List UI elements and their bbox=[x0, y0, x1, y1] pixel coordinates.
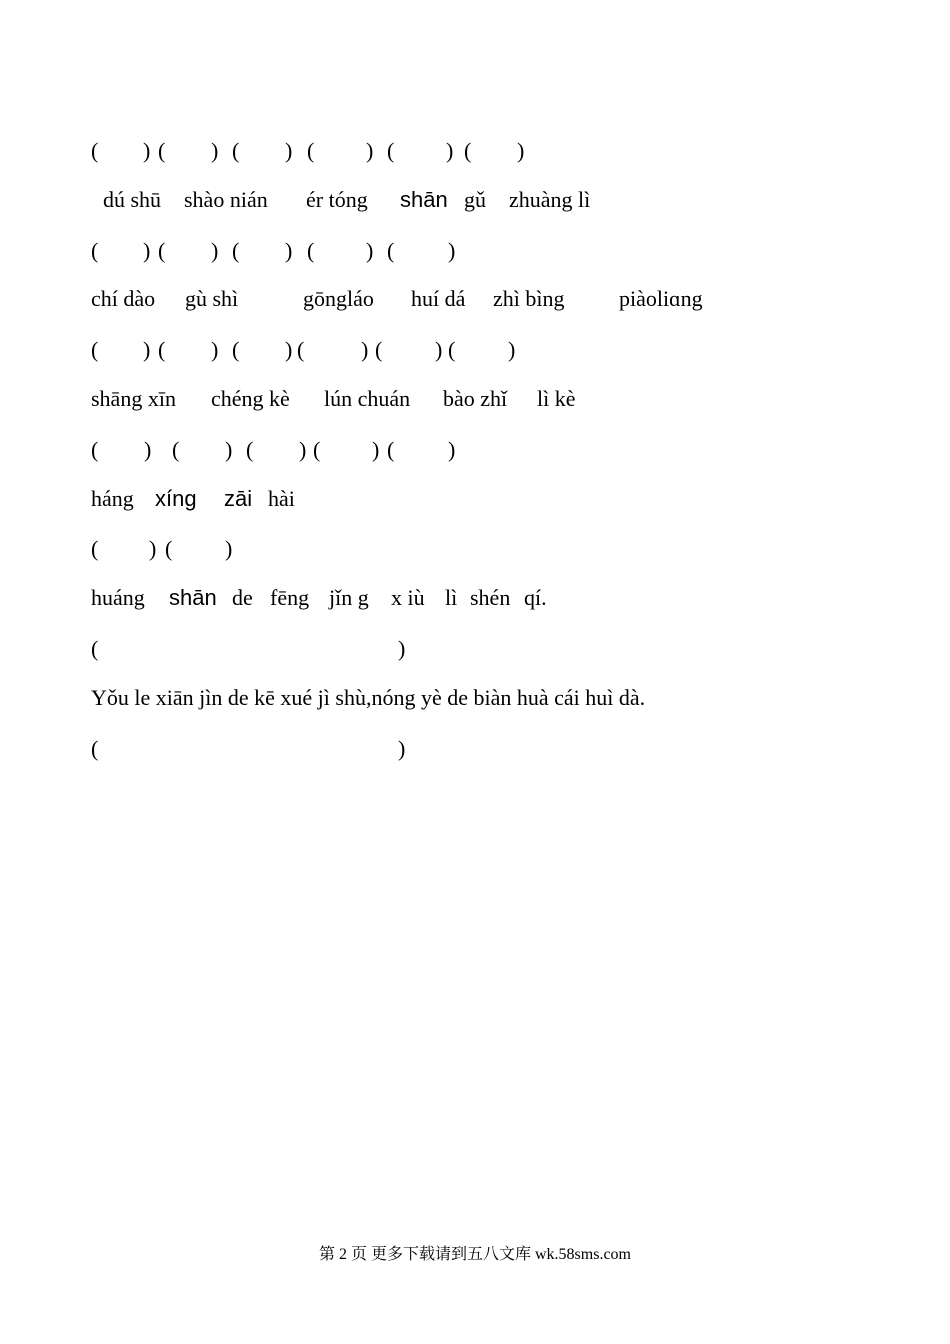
answer-box-row-7 bbox=[91, 734, 406, 764]
pinyin-word: zhuàng lì bbox=[509, 187, 591, 212]
answer-box-row-2 bbox=[91, 236, 456, 266]
pinyin-word: shén bbox=[470, 585, 511, 610]
answer-box[interactable]: ( ) bbox=[387, 238, 456, 263]
answer-box[interactable]: ( ) bbox=[387, 437, 456, 462]
pinyin-word: lì kè bbox=[537, 386, 576, 411]
pinyin-word: chéng kè bbox=[211, 386, 290, 411]
pinyin-word: Yǒu le xiān jìn de kē xué jì shù,nóng yè de biàn huà cái huì dà. bbox=[91, 685, 646, 710]
pinyin-word: ér tóng bbox=[306, 187, 368, 212]
page-footer: 第 2 页 更多下载请到五八文库 wk.58sms.com bbox=[318, 1246, 631, 1263]
pinyin-word: shān bbox=[400, 187, 448, 212]
answer-box[interactable]: ( ) bbox=[172, 437, 233, 462]
pinyin-word: lún chuán bbox=[324, 386, 411, 411]
pinyin-word: huáng bbox=[91, 585, 145, 610]
pinyin-word: shān bbox=[169, 585, 217, 610]
answer-box[interactable]: ( ) bbox=[91, 337, 151, 362]
pinyin-word: jǐn g bbox=[329, 585, 369, 610]
answer-box-row-4 bbox=[91, 435, 456, 465]
answer-box[interactable]: ( ) bbox=[91, 238, 151, 263]
pinyin-word: chí dào bbox=[91, 286, 156, 311]
answer-box[interactable]: ( ) bbox=[232, 337, 293, 362]
answer-box[interactable]: ( ) bbox=[158, 238, 219, 263]
answer-box[interactable]: ( ) bbox=[232, 138, 293, 163]
pinyin-word: huí dá bbox=[411, 286, 466, 311]
answer-box[interactable]: ( ) bbox=[307, 238, 374, 263]
answer-box[interactable]: ( ) bbox=[387, 138, 454, 163]
answer-box[interactable]: ( ) bbox=[313, 437, 380, 462]
answer-box[interactable]: ( ) bbox=[91, 437, 152, 462]
pinyin-word: gù shì bbox=[185, 286, 239, 311]
pinyin-word: dú shū bbox=[103, 187, 162, 212]
answer-box[interactable]: ( ) bbox=[307, 138, 374, 163]
answer-box[interactable]: ( ) bbox=[448, 337, 516, 362]
pinyin-word: lì bbox=[445, 585, 458, 610]
pinyin-word: fēng bbox=[270, 585, 310, 610]
pinyin-word: x iù bbox=[391, 585, 425, 610]
answer-box[interactable]: ( ) bbox=[91, 736, 406, 761]
pinyin-word: gǔ bbox=[464, 187, 486, 212]
answer-box[interactable]: ( ) bbox=[91, 636, 406, 661]
pinyin-word: de bbox=[232, 585, 253, 610]
answer-box[interactable]: ( ) bbox=[158, 138, 219, 163]
answer-box-row-1 bbox=[91, 136, 525, 166]
pinyin-word: gōngláo bbox=[303, 286, 374, 311]
pinyin-word: shāng xīn bbox=[91, 386, 176, 411]
pinyin-word: bào zhǐ bbox=[443, 386, 508, 411]
pinyin-word: shào nián bbox=[184, 187, 268, 212]
answer-box[interactable]: ( ) bbox=[232, 238, 293, 263]
answer-box[interactable]: ( ) bbox=[464, 138, 525, 163]
pinyin-word: qí. bbox=[524, 585, 547, 610]
answer-box[interactable]: ( ) bbox=[375, 337, 443, 362]
pinyin-word: háng bbox=[91, 486, 134, 511]
answer-box[interactable]: ( ) bbox=[165, 536, 233, 561]
pinyin-word: xíng bbox=[155, 486, 197, 511]
answer-box[interactable]: ( ) bbox=[246, 437, 307, 462]
answer-box-row-6 bbox=[91, 634, 406, 664]
pinyin-word: zāi bbox=[224, 486, 253, 511]
answer-box-row-5 bbox=[91, 534, 233, 564]
answer-box-row-3 bbox=[91, 335, 516, 365]
pinyin-word: piàoliɑng bbox=[619, 286, 703, 311]
answer-box[interactable]: ( ) bbox=[297, 337, 369, 362]
answer-box[interactable]: ( ) bbox=[91, 138, 151, 163]
pinyin-word: zhì bìng bbox=[493, 286, 565, 311]
answer-box[interactable]: ( ) bbox=[158, 337, 219, 362]
answer-box[interactable]: ( ) bbox=[91, 536, 157, 561]
pinyin-word: hài bbox=[268, 486, 295, 511]
